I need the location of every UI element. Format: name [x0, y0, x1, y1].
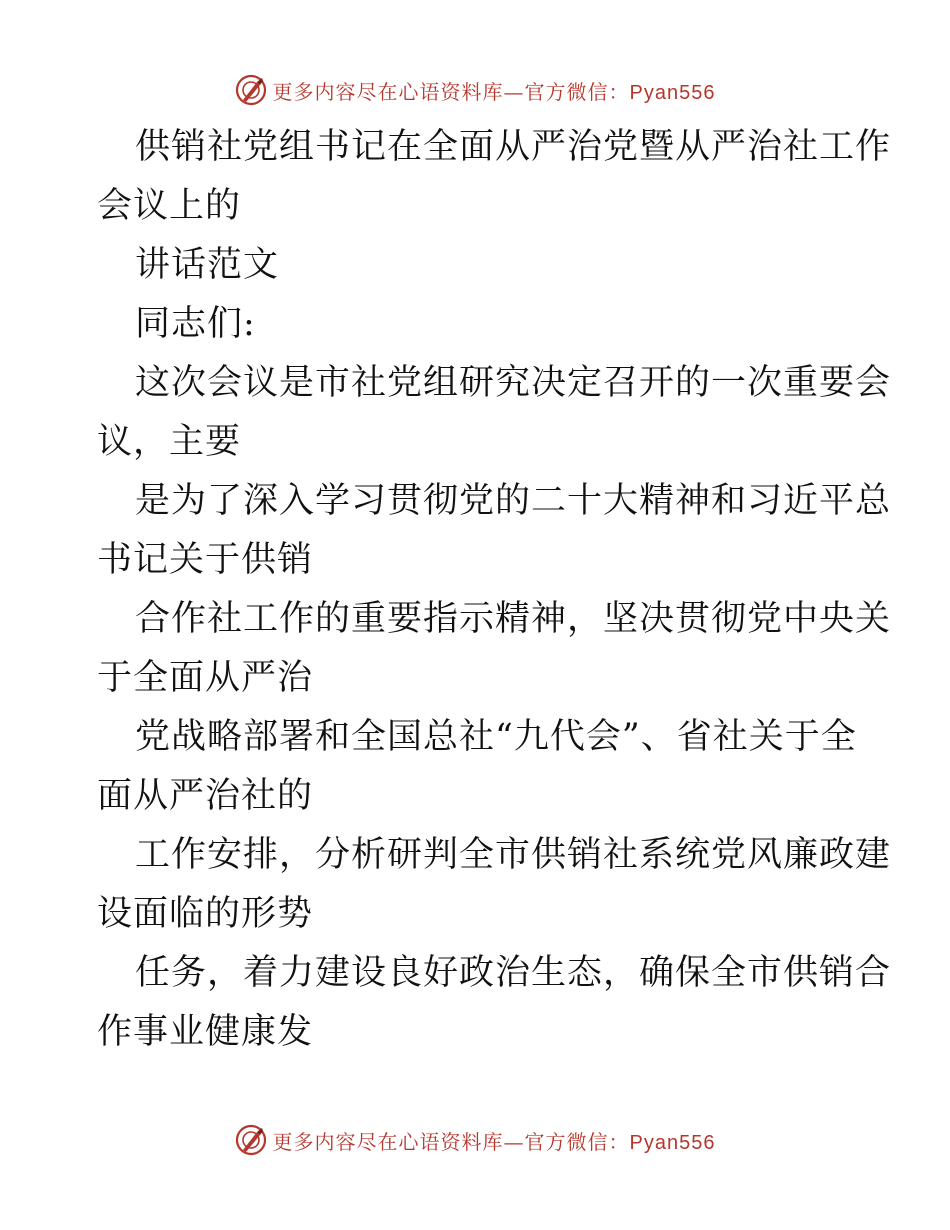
footer-banner — [0, 1120, 950, 1160]
text-line: 书记关于供销 — [97, 540, 314, 580]
footer-banner-title: 更多内容尽在心语资料库 — [272, 1129, 504, 1154]
header-banner-separator: — — [503, 79, 525, 104]
text-line: 面从严治社的 — [97, 776, 314, 816]
text-line: 同志们: — [135, 304, 256, 344]
text-line: 议，主要 — [97, 422, 242, 462]
text-line: 会议上的 — [97, 186, 242, 226]
header-banner-title: 更多内容尽在心语资料库 — [272, 79, 504, 104]
text-line: 于全面从严治 — [97, 658, 314, 698]
text-line: 设面临的形势 — [97, 894, 314, 934]
text-line: 是为了深入学习贯彻党的二十大精神和习近平总 — [135, 481, 892, 521]
text-line: 合作社工作的重要指示精神，坚决贯彻党中央关 — [135, 599, 892, 639]
footer-banner-text — [273, 1126, 716, 1155]
text-line: 工作安排，分析研判全市供销社系统党风廉政建 — [135, 835, 892, 875]
text-line: 党战略部署和全国总社“九代会”、省社关于全 — [135, 717, 857, 757]
header-banner — [0, 70, 950, 110]
pen-logo-icon — [235, 1124, 267, 1156]
text-line: 作事业健康发 — [97, 1012, 314, 1052]
text-line: 这次会议是市社党组研究决定召开的一次重要会 — [135, 363, 892, 403]
footer-banner-contact: 官方微信：Pyan556 — [524, 1131, 716, 1154]
pen-logo-icon — [235, 74, 267, 106]
header-banner-contact: 官方微信：Pyan556 — [524, 81, 716, 104]
document-body — [97, 118, 892, 1062]
text-line: 供销社党组书记在全面从严治党暨从严治社工作 — [135, 127, 892, 167]
header-banner-text — [273, 76, 716, 105]
text-line: 讲话范文 — [135, 245, 280, 285]
footer-banner-separator: — — [503, 1129, 525, 1154]
text-line: 任务，着力建设良好政治生态，确保全市供销合 — [135, 953, 892, 993]
